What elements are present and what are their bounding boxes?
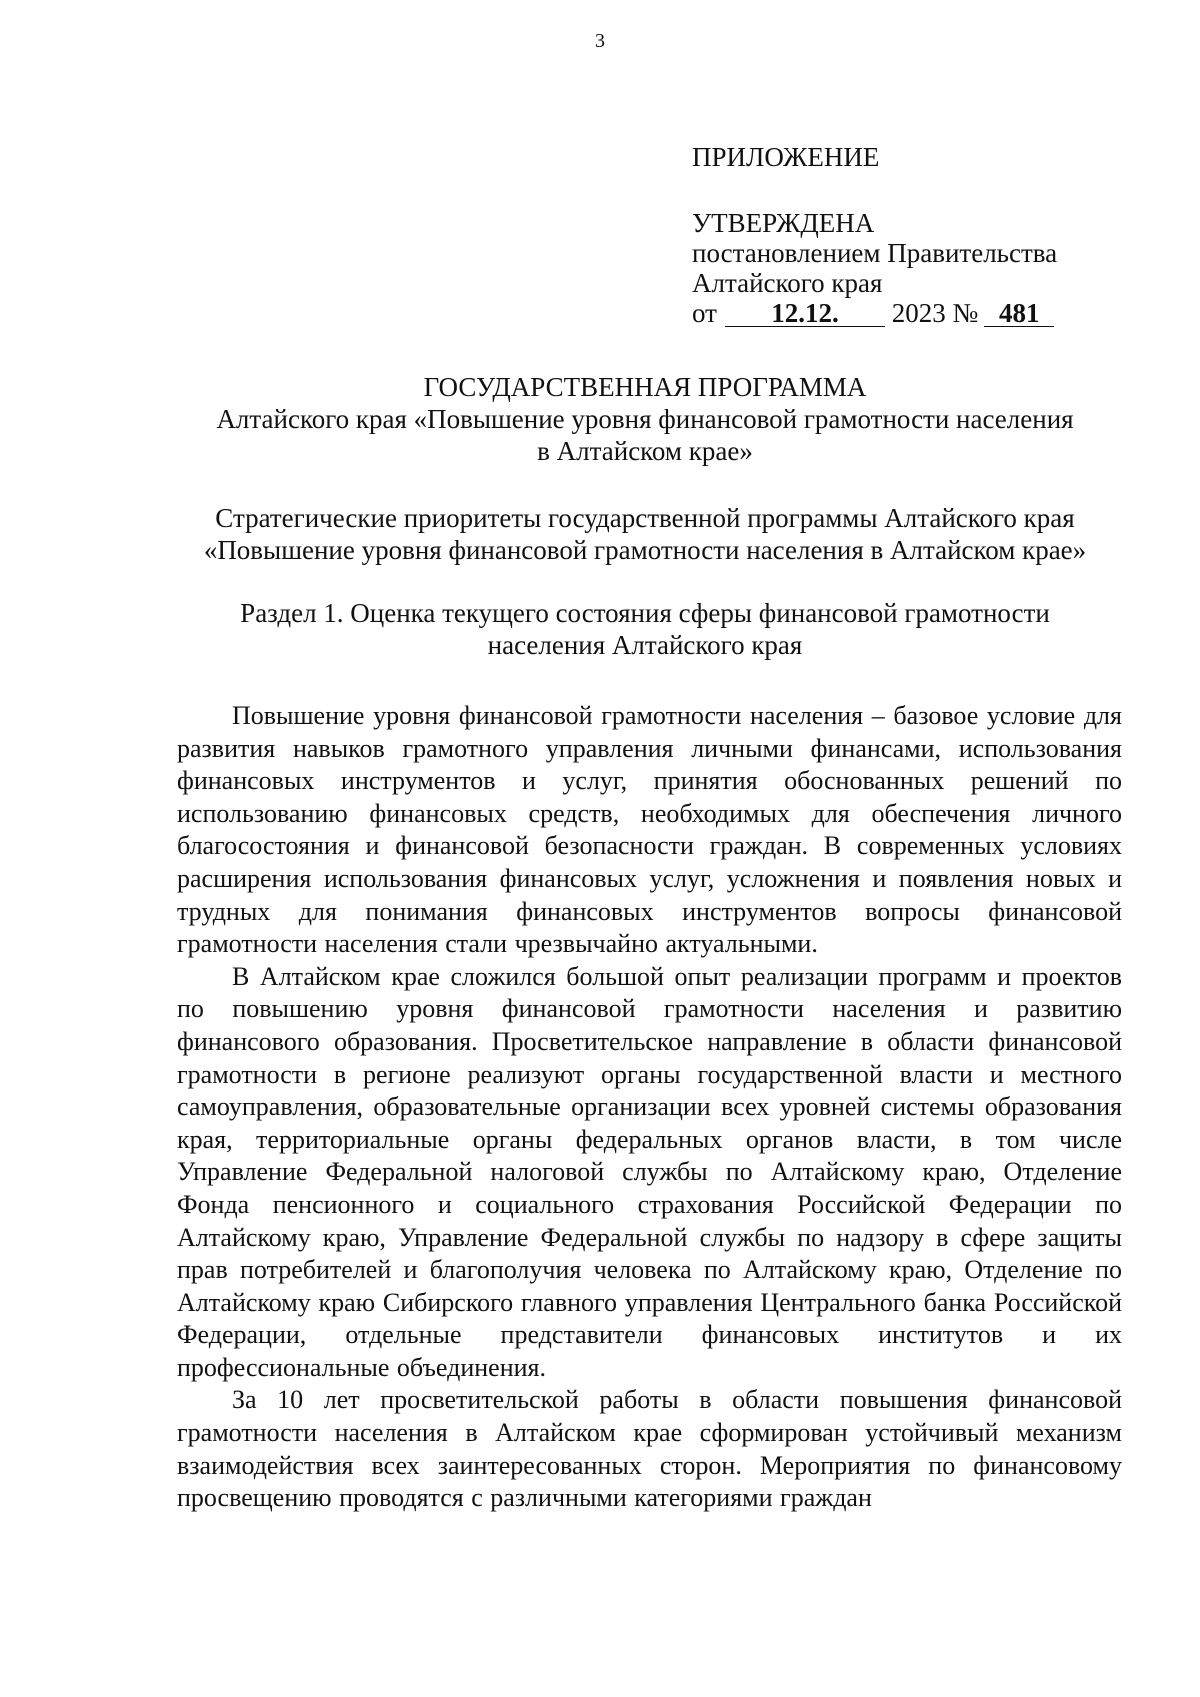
strategy-heading-line-1: Стратегические приоритеты государственной программы Алтайского края	[215, 503, 1075, 533]
paragraph: Повышение уровня финансовой грамотности населения – базовое условие для развития навыков грамотного управления личными финансами, использования финансовых инструментов и услуг, принятия обоснованных решений по использованию финансовых средств, необходимых для обеспечения личного благосостояния и финансовой безопасности граждан. В современных условиях расширения использования финансовых услуг, усложнения и появления новых и трудных для понимания финансовых инструментов вопросы финансовой грамотности населения стали чрезвычайно актуальными.	[177, 701, 1122, 959]
program-title-line-3: в Алтайском крае»	[537, 436, 753, 466]
decree-date: 12.12.	[725, 300, 885, 327]
section-heading-line-1: Раздел 1. Оценка текущего состояния сферы финансовой грамотности	[240, 598, 1050, 628]
approval-date-line	[692, 298, 1112, 328]
approved-label: УТВЕРЖДЕНА	[692, 208, 875, 238]
approval-region-line: Алтайского края	[692, 268, 883, 298]
approval-stamp-block	[692, 142, 1112, 328]
approval-decree-line: постановлением Правительства	[692, 238, 1058, 268]
strategy-heading-line-2: «Повышение уровня финансовой грамотности населения в Алтайском крае»	[203, 535, 1087, 565]
date-prefix: от	[692, 298, 717, 328]
decree-number: 481	[984, 300, 1054, 327]
page-number: 3	[595, 30, 605, 52]
decree-year: 2023 №	[891, 298, 979, 328]
appendix-label: ПРИЛОЖЕНИЕ	[692, 142, 880, 172]
paragraph: В Алтайском крае сложился большой опыт реализации программ и проектов по повышению уровня финансовой грамотности населения и развитию финансового образования. Просветительское направление в области финансовой грамотности в регионе реализуют органы государственной власти и местного самоуправления, образовательные организации всех уровней системы образования края, территориальные органы федеральных органов власти, в том числе Управление Федеральной налоговой службы по Алтайскому краю, Отделение Фонда пенсионного и социального страхования Российской Федерации по Алтайскому краю, Управление Федеральной службы по надзору в сфере защиты прав потребителей и благополучия человека по Алтайскому краю, Отделение по Алтайскому краю Сибирского главного управления Центрального банка Российской Федерации, отдельные представители финансовых институтов и их профессиональные объединения.	[177, 961, 1122, 1382]
body-text	[177, 700, 1122, 1515]
program-title	[170, 371, 1120, 467]
strategy-heading	[170, 502, 1120, 566]
program-title-line-1: ГОСУДАРСТВЕННАЯ ПРОГРАММА	[423, 372, 867, 402]
section-heading-line-2: населения Алтайского края	[487, 630, 803, 660]
program-title-line-2: Алтайского края «Повышение уровня финансовой грамотности населения	[216, 404, 1074, 434]
section-heading	[170, 597, 1120, 661]
paragraph: За 10 лет просветительской работы в области повышения финансовой грамотности населения в Алтайском крае сформирован устойчивый механизм взаимодействия всех заинтересованных сторон. Мероприятия по финансовому просвещению проводятся с различными категориями граждан	[177, 1385, 1122, 1513]
